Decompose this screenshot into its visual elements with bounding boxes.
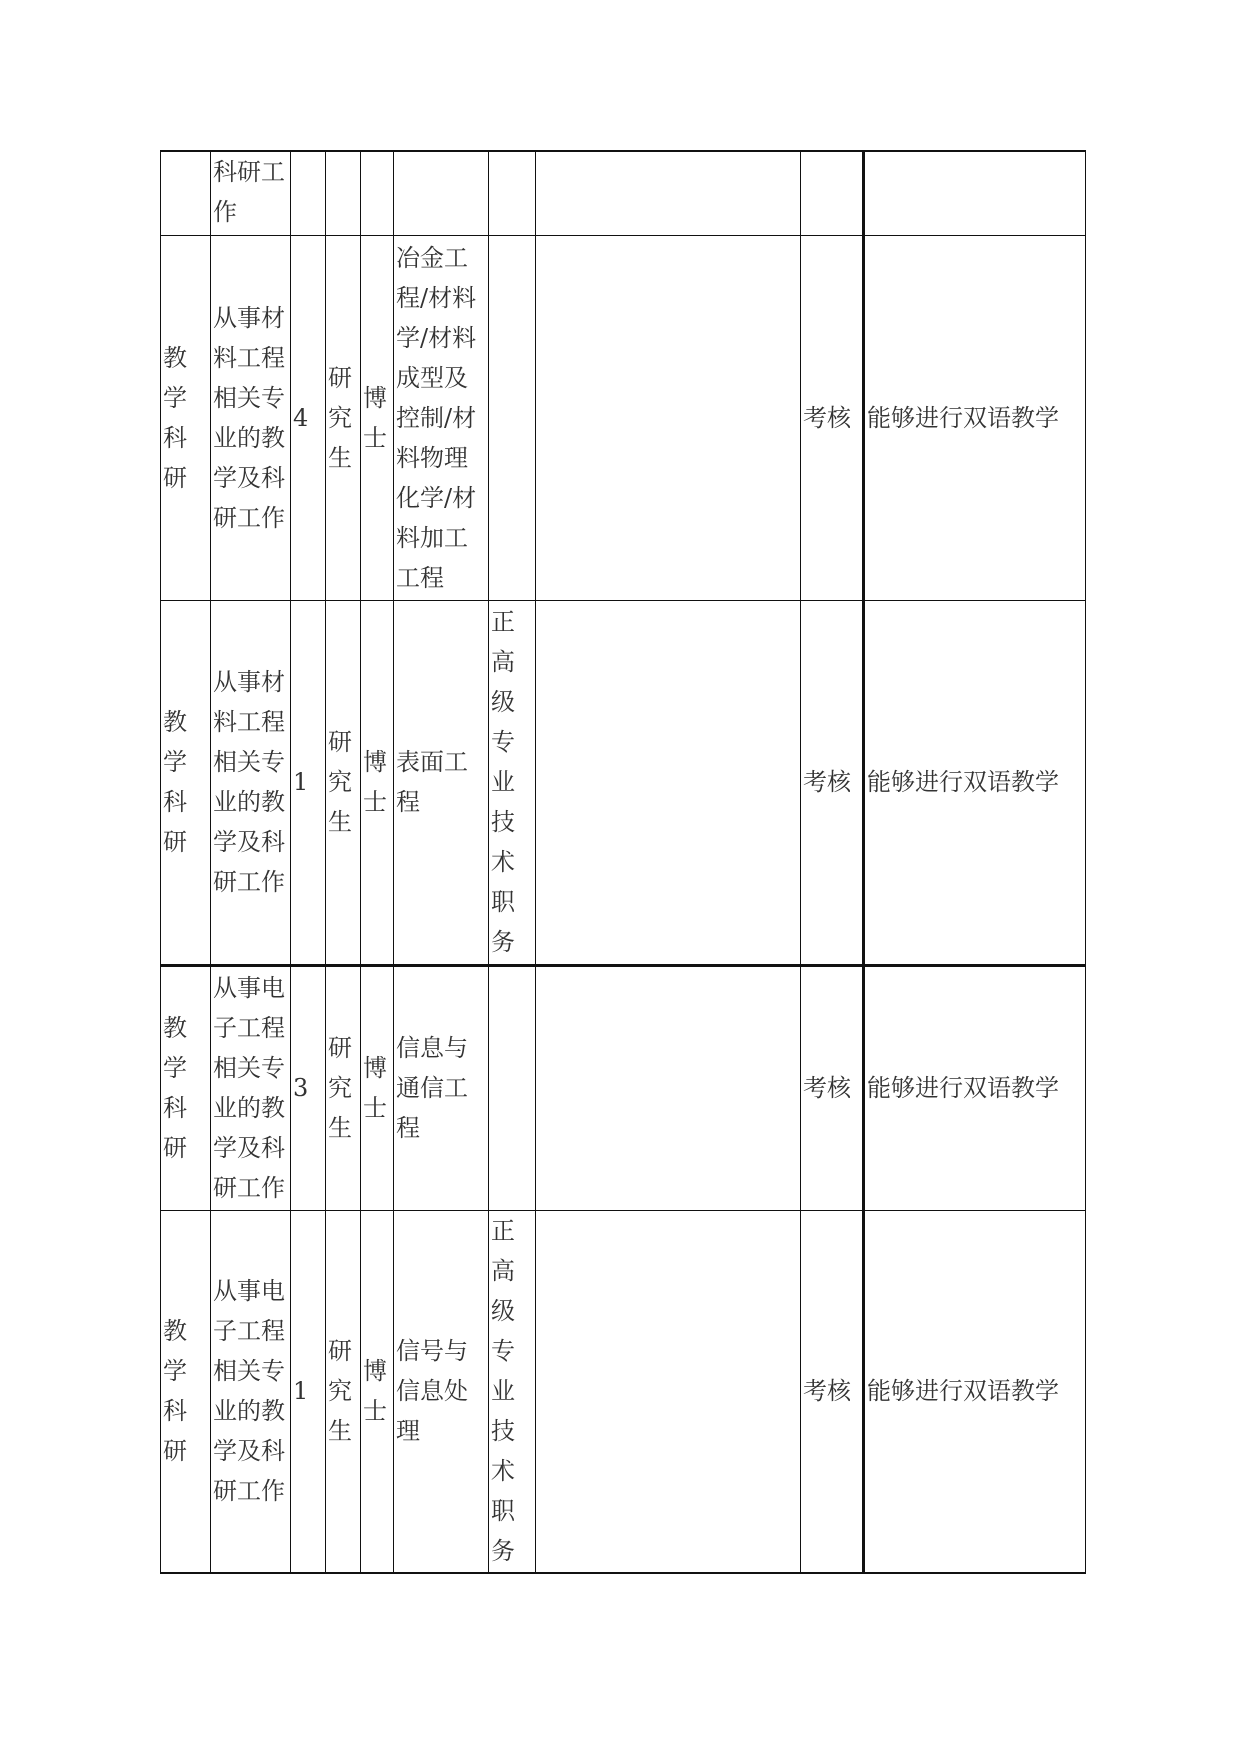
- other-requirements-cell: [536, 1210, 801, 1573]
- post-cell: 教学科研: [161, 600, 211, 965]
- note-cell: 能够进行双语教学: [864, 600, 1086, 965]
- major-cell: 冶金工程/材料学/材料成型及控制/材料物理化学/材料加工工程: [394, 235, 489, 600]
- duty-cell: 从事材料工程相关专业的教学及科研工作: [211, 235, 291, 600]
- method-cell: [801, 151, 864, 235]
- note-cell: 能够进行双语教学: [864, 965, 1086, 1210]
- count-cell: 4: [291, 235, 326, 600]
- table-row: [161, 151, 1086, 235]
- method-cell: 考核: [801, 235, 864, 600]
- count-cell: [291, 151, 326, 235]
- other-requirements-cell: [536, 965, 801, 1210]
- major-cell: 表面工程: [394, 600, 489, 965]
- other-requirements-cell: [536, 235, 801, 600]
- education-cell: 研究生: [326, 600, 361, 965]
- post-cell: [161, 151, 211, 235]
- education-cell: [326, 151, 361, 235]
- education-cell: 研究生: [326, 1210, 361, 1573]
- duty-cell: 从事电子工程相关专业的教学及科研工作: [211, 1210, 291, 1573]
- note-cell: [864, 151, 1086, 235]
- note-cell: 能够进行双语教学: [864, 1210, 1086, 1573]
- degree-cell: 博士: [361, 600, 394, 965]
- major-cell: 信号与信息处理: [394, 1210, 489, 1573]
- method-cell: 考核: [801, 965, 864, 1210]
- count-cell: 1: [291, 1210, 326, 1573]
- other-requirements-cell: [536, 151, 801, 235]
- note-cell: 能够进行双语教学: [864, 235, 1086, 600]
- major-cell: 信息与通信工程: [394, 965, 489, 1210]
- duty-cell: 科研工作: [211, 151, 291, 235]
- table-row: [161, 600, 1086, 965]
- degree-cell: 博士: [361, 235, 394, 600]
- degree-cell: 博士: [361, 965, 394, 1210]
- post-cell: 教学科研: [161, 965, 211, 1210]
- duty-cell: 从事材料工程相关专业的教学及科研工作: [211, 600, 291, 965]
- method-cell: 考核: [801, 1210, 864, 1573]
- other-requirements-cell: [536, 600, 801, 965]
- education-cell: 研究生: [326, 965, 361, 1210]
- table-row: [161, 1210, 1086, 1573]
- post-cell: 教学科研: [161, 235, 211, 600]
- title-cell: 正高级专业技术职务: [489, 1210, 536, 1573]
- major-cell: [394, 151, 489, 235]
- table-row: [161, 965, 1086, 1210]
- duty-cell: 从事电子工程相关专业的教学及科研工作: [211, 965, 291, 1210]
- education-cell: 研究生: [326, 235, 361, 600]
- count-cell: 1: [291, 600, 326, 965]
- table-row: [161, 235, 1086, 600]
- recruitment-table: [160, 150, 1086, 1574]
- count-cell: 3: [291, 965, 326, 1210]
- title-cell: 正高级专业技术职务: [489, 600, 536, 965]
- degree-cell: [361, 151, 394, 235]
- title-cell: [489, 965, 536, 1210]
- post-cell: 教学科研: [161, 1210, 211, 1573]
- degree-cell: 博士: [361, 1210, 394, 1573]
- title-cell: [489, 151, 536, 235]
- title-cell: [489, 235, 536, 600]
- method-cell: 考核: [801, 600, 864, 965]
